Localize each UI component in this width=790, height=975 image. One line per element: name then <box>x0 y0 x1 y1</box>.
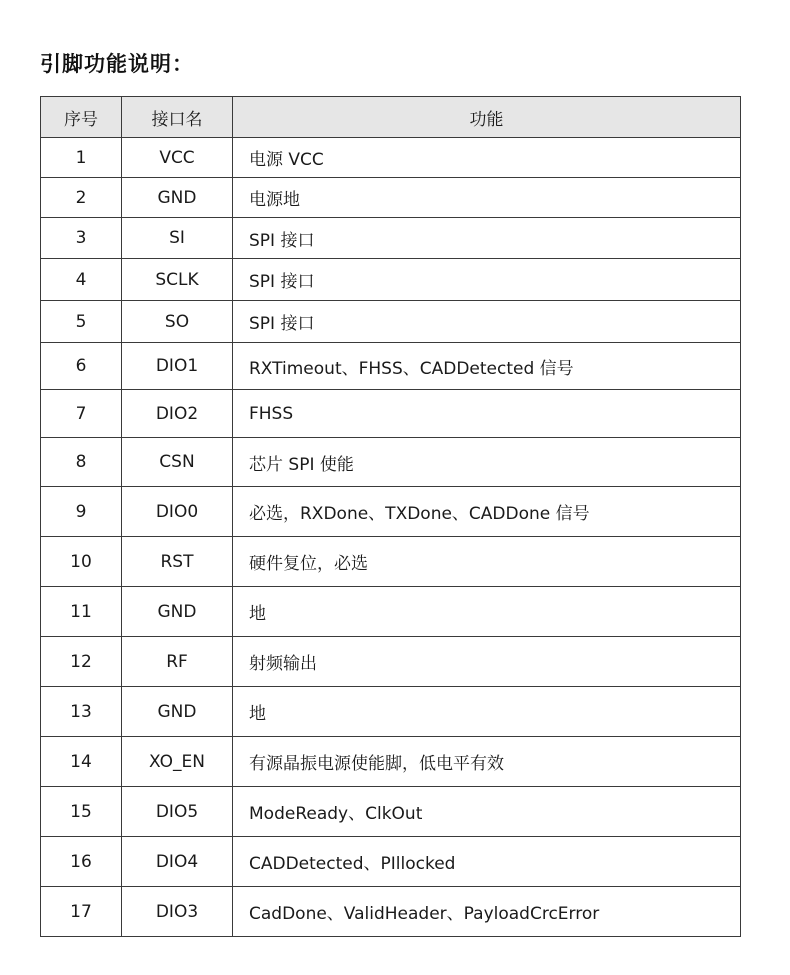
table-row <box>41 178 741 218</box>
row-interface-name: DIO3 <box>122 887 233 937</box>
row-interface-name: RST <box>122 537 233 587</box>
row-number: 4 <box>41 259 122 301</box>
row-function: FHSS <box>233 390 741 438</box>
row-function: SPI 接口 <box>233 218 741 259</box>
table-row <box>41 487 741 537</box>
table-row <box>41 259 741 301</box>
table-row <box>41 138 741 178</box>
row-interface-name: XO_EN <box>122 737 233 787</box>
row-interface-name: GND <box>122 687 233 737</box>
row-function: ModeReady、ClkOut <box>233 787 741 837</box>
row-function: RXTimeout、FHSS、CADDetected 信号 <box>233 343 741 390</box>
row-number: 9 <box>41 487 122 537</box>
row-number: 5 <box>41 301 122 343</box>
header-number: 序号 <box>41 97 122 138</box>
row-function: 有源晶振电源使能脚，低电平有效 <box>233 737 741 787</box>
page-title: 引脚功能说明： <box>40 52 194 76</box>
row-number: 12 <box>41 637 122 687</box>
row-number: 13 <box>41 687 122 737</box>
pin-function-table <box>40 96 741 937</box>
row-interface-name: SO <box>122 301 233 343</box>
row-interface-name: DIO4 <box>122 837 233 887</box>
row-interface-name: VCC <box>122 138 233 178</box>
row-function: CadDone、ValidHeader、PayloadCrcError <box>233 887 741 937</box>
row-interface-name: CSN <box>122 438 233 487</box>
row-number: 16 <box>41 837 122 887</box>
table-row <box>41 390 741 438</box>
table-row <box>41 737 741 787</box>
row-function: 射频输出 <box>233 637 741 687</box>
row-interface-name: GND <box>122 178 233 218</box>
row-number: 3 <box>41 218 122 259</box>
row-interface-name: DIO1 <box>122 343 233 390</box>
row-interface-name: DIO0 <box>122 487 233 537</box>
row-number: 7 <box>41 390 122 438</box>
row-function: 地 <box>233 687 741 737</box>
table-row <box>41 343 741 390</box>
table-row <box>41 587 741 637</box>
table-row <box>41 301 741 343</box>
table-header-row <box>41 97 741 138</box>
table-row <box>41 787 741 837</box>
table-row <box>41 438 741 487</box>
table-row <box>41 637 741 687</box>
table-row <box>41 687 741 737</box>
table-row <box>41 837 741 887</box>
row-function: SPI 接口 <box>233 301 741 343</box>
row-interface-name: SCLK <box>122 259 233 301</box>
row-interface-name: DIO5 <box>122 787 233 837</box>
table-row <box>41 887 741 937</box>
row-number: 6 <box>41 343 122 390</box>
row-function: 必选，RXDone、TXDone、CADDone 信号 <box>233 487 741 537</box>
row-function: CADDetected、PIllocked <box>233 837 741 887</box>
row-number: 17 <box>41 887 122 937</box>
row-number: 14 <box>41 737 122 787</box>
row-number: 8 <box>41 438 122 487</box>
header-interface-name: 接口名 <box>122 97 233 138</box>
row-function: 硬件复位，必选 <box>233 537 741 587</box>
row-number: 2 <box>41 178 122 218</box>
header-function: 功能 <box>233 97 741 138</box>
row-number: 11 <box>41 587 122 637</box>
row-number: 10 <box>41 537 122 587</box>
table-row <box>41 218 741 259</box>
row-interface-name: RF <box>122 637 233 687</box>
row-number: 1 <box>41 138 122 178</box>
row-function: 电源 VCC <box>233 138 741 178</box>
row-function: 芯片 SPI 使能 <box>233 438 741 487</box>
row-number: 15 <box>41 787 122 837</box>
row-interface-name: GND <box>122 587 233 637</box>
row-function: 电源地 <box>233 178 741 218</box>
row-function: 地 <box>233 587 741 637</box>
table-row <box>41 537 741 587</box>
row-interface-name: SI <box>122 218 233 259</box>
row-function: SPI 接口 <box>233 259 741 301</box>
row-interface-name: DIO2 <box>122 390 233 438</box>
